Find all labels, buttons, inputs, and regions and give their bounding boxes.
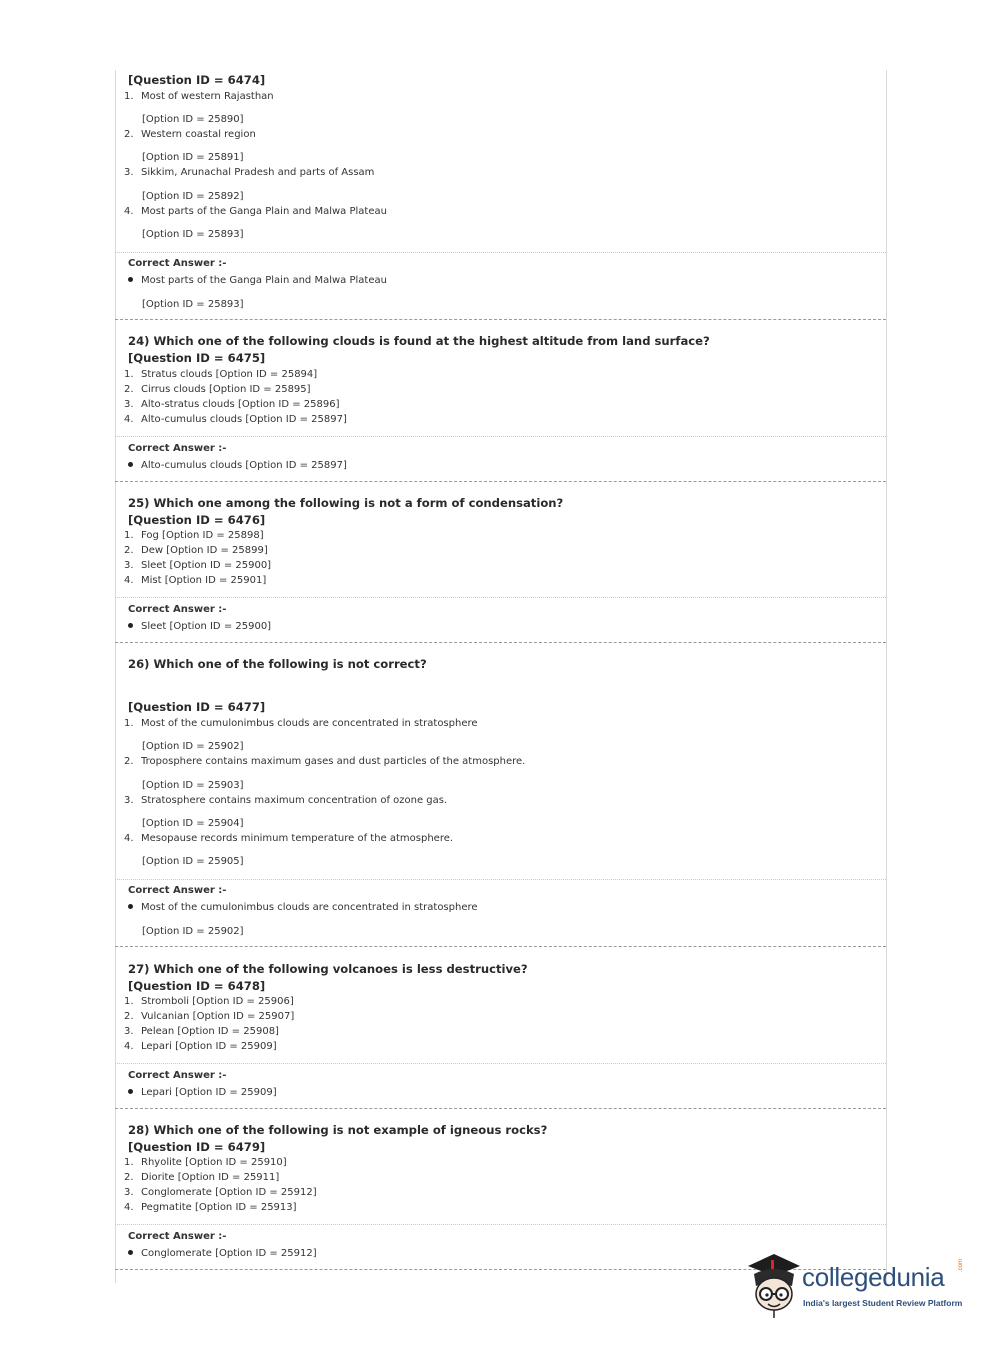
bullet-icon bbox=[128, 1089, 133, 1094]
question-separator bbox=[115, 1108, 886, 1109]
option-2: 2. Troposphere contains maximum gases and dust particles of the atmosphere. bbox=[124, 756, 526, 767]
bullet-icon bbox=[128, 277, 133, 282]
question-separator bbox=[115, 642, 886, 643]
divider bbox=[115, 436, 886, 437]
option-id: [Option ID = 25905] bbox=[142, 856, 244, 867]
correct-answer: Most of the cumulonimbus clouds are concentrated in stratosphere bbox=[128, 902, 478, 913]
divider bbox=[115, 1063, 886, 1064]
bullet-icon bbox=[128, 904, 133, 909]
option-1: 1. Fog [Option ID = 25898] bbox=[124, 530, 264, 541]
option-4: 4. Mesopause records minimum temperature of the atmosphere. bbox=[124, 833, 454, 844]
question-id: [Question ID = 6478] bbox=[128, 979, 266, 993]
question-id: [Question ID = 6476] bbox=[128, 513, 266, 527]
correct-answer-label: Correct Answer :- bbox=[128, 604, 227, 615]
question-title: 24) Which one of the following clouds is found at the highest altitude from land surface? bbox=[128, 334, 710, 348]
question-separator bbox=[115, 319, 886, 320]
question-title: 28) Which one of the following is not example of igneous rocks? bbox=[128, 1123, 548, 1137]
question-id: [Question ID = 6474] bbox=[128, 73, 266, 87]
option-2: 2. Vulcanian [Option ID = 25907] bbox=[124, 1011, 295, 1022]
correct-answer-label: Correct Answer :- bbox=[128, 1231, 227, 1242]
option-1: 1. Rhyolite [Option ID = 25910] bbox=[124, 1157, 287, 1168]
option-4: 4. Lepari [Option ID = 25909] bbox=[124, 1041, 277, 1052]
brand-domain: .com bbox=[958, 1258, 964, 1272]
divider bbox=[115, 597, 886, 598]
option-id: [Option ID = 25902] bbox=[142, 926, 244, 937]
correct-answer-label: Correct Answer :- bbox=[128, 443, 227, 454]
option-3: 3. Sikkim, Arunachal Pradesh and parts of Assam bbox=[124, 167, 375, 178]
correct-answer: Sleet [Option ID = 25900] bbox=[128, 621, 271, 632]
option-id: [Option ID = 25904] bbox=[142, 818, 244, 829]
option-1: 1. Stromboli [Option ID = 25906] bbox=[124, 996, 294, 1007]
option-2: 2. Diorite [Option ID = 25911] bbox=[124, 1172, 280, 1183]
bullet-icon bbox=[128, 462, 133, 467]
option-4: 4. Alto-cumulus clouds [Option ID = 25897] bbox=[124, 414, 347, 425]
question-separator bbox=[115, 481, 886, 482]
option-id: [Option ID = 25890] bbox=[142, 114, 244, 125]
question-separator bbox=[115, 946, 886, 947]
bullet-icon bbox=[128, 1250, 133, 1255]
correct-answer-label: Correct Answer :- bbox=[128, 885, 227, 896]
collegedunia-mascot-icon bbox=[744, 1252, 804, 1324]
option-id: [Option ID = 25893] bbox=[142, 299, 244, 310]
correct-answer-label: Correct Answer :- bbox=[128, 1070, 227, 1081]
option-id: [Option ID = 25891] bbox=[142, 152, 244, 163]
question-id: [Question ID = 6479] bbox=[128, 1140, 266, 1154]
option-3: 3. Pelean [Option ID = 25908] bbox=[124, 1026, 279, 1037]
question-title: 26) Which one of the following is not correct? bbox=[128, 657, 427, 671]
option-id: [Option ID = 25892] bbox=[142, 191, 244, 202]
divider bbox=[115, 252, 886, 253]
correct-answer: Lepari [Option ID = 25909] bbox=[128, 1087, 277, 1098]
correct-answer: Most parts of the Ganga Plain and Malwa Plateau bbox=[128, 275, 387, 286]
option-4: 4. Mist [Option ID = 25901] bbox=[124, 575, 267, 586]
bullet-icon bbox=[128, 623, 133, 628]
option-3: 3. Sleet [Option ID = 25900] bbox=[124, 560, 272, 571]
option-3: 3. Stratosphere contains maximum concentration of ozone gas. bbox=[124, 795, 448, 806]
option-3: 3. Conglomerate [Option ID = 25912] bbox=[124, 1187, 317, 1198]
correct-answer-label: Correct Answer :- bbox=[128, 258, 227, 269]
brand-name: collegedunia bbox=[802, 1262, 945, 1292]
option-id: [Option ID = 25903] bbox=[142, 780, 244, 791]
option-2: 2. Cirrus clouds [Option ID = 25895] bbox=[124, 384, 311, 395]
option-4: 4. Pegmatite [Option ID = 25913] bbox=[124, 1202, 297, 1213]
option-1: 1. Stratus clouds [Option ID = 25894] bbox=[124, 369, 318, 380]
correct-answer: Alto-cumulus clouds [Option ID = 25897] bbox=[128, 460, 347, 471]
option-4: 4. Most parts of the Ganga Plain and Malwa Plateau bbox=[124, 206, 387, 217]
divider bbox=[115, 1224, 886, 1225]
option-1: 1. Most of the cumulonimbus clouds are concentrated in stratosphere bbox=[124, 718, 478, 729]
brand-tagline: India's largest Student Review Platform bbox=[803, 1298, 963, 1308]
question-title: 27) Which one of the following volcanoes is less destructive? bbox=[128, 962, 528, 976]
question-title: 25) Which one among the following is not a form of condensation? bbox=[128, 496, 564, 510]
option-2: 2. Dew [Option ID = 25899] bbox=[124, 545, 268, 556]
option-1: 1. Most of western Rajasthan bbox=[124, 91, 274, 102]
option-3: 3. Alto-stratus clouds [Option ID = 25896] bbox=[124, 399, 340, 410]
question-id: [Question ID = 6477] bbox=[128, 700, 266, 714]
question-id: [Question ID = 6475] bbox=[128, 351, 266, 365]
option-id: [Option ID = 25893] bbox=[142, 229, 244, 240]
option-id: [Option ID = 25902] bbox=[142, 741, 244, 752]
correct-answer: Conglomerate [Option ID = 25912] bbox=[128, 1248, 317, 1259]
divider bbox=[115, 879, 886, 880]
option-2: 2. Western coastal region bbox=[124, 129, 256, 140]
